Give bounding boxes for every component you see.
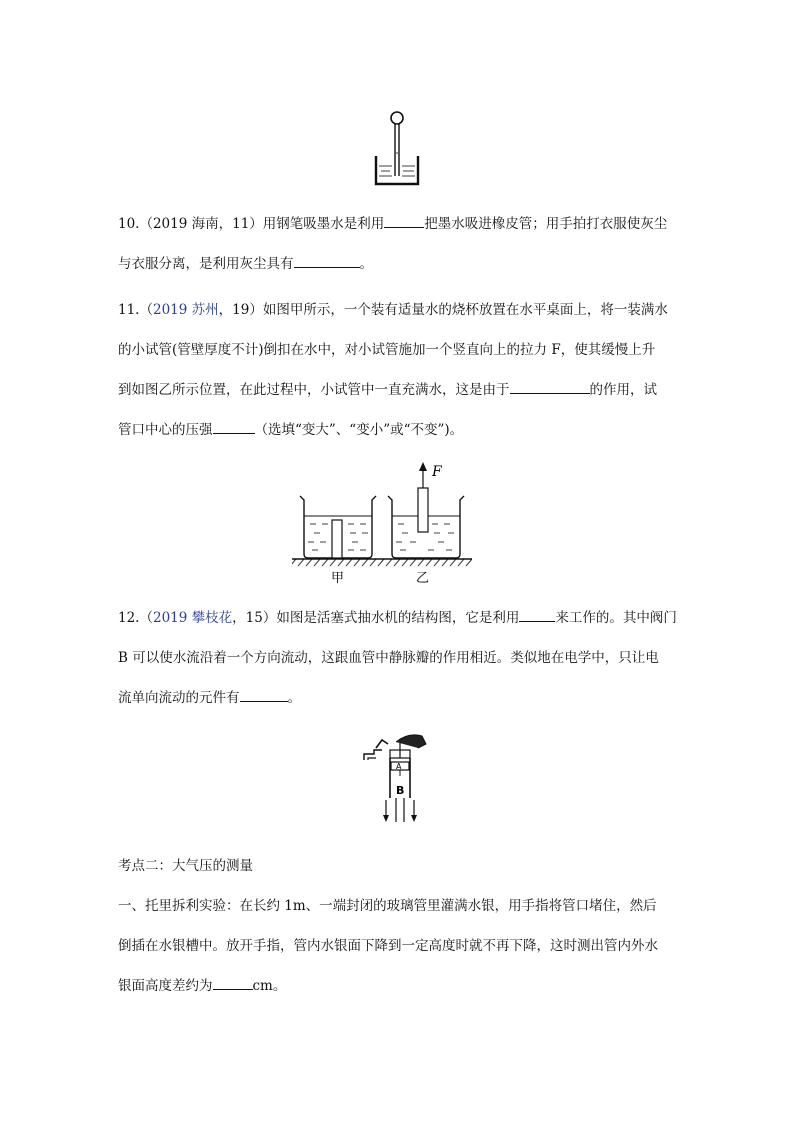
question-11 xyxy=(118,290,678,450)
beaker-jia xyxy=(300,496,376,558)
q12-line-1: 12.（2019 攀枝花，15）如图是活塞式抽水机的结构图，它是利用 来工作的。其中阀门 xyxy=(118,598,678,638)
question-12 xyxy=(118,598,678,718)
figure-tube-in-trough xyxy=(370,108,426,188)
force-label: F xyxy=(432,464,442,480)
section-line-3: 银面高度差约为 cm。 xyxy=(118,966,678,1006)
answer-blank xyxy=(519,607,555,622)
answer-blank xyxy=(213,419,255,434)
q11-line-3: 到如图乙所示位置，在此过程中，小试管中一直充满水，这是由于 的作用，试 xyxy=(118,370,678,410)
q11-line-2: 的小试管(管壁厚度不计)倒扣在水中，对小试管施加一个竖直向上的拉力 F，使其缓慢上升 xyxy=(118,342,656,358)
q10-line-2: 与衣服分离，是利用灰尘具有 。 xyxy=(118,244,678,284)
label-jia: 甲 xyxy=(331,571,345,586)
arrow-down-icon xyxy=(411,815,417,822)
question-10 xyxy=(118,204,678,284)
answer-blank xyxy=(510,379,590,394)
force-arrow-icon xyxy=(419,462,427,471)
q11-line-4: 管口中心的压强 （选填“变大”、“变小”或“不变”)。 xyxy=(118,410,678,450)
answer-blank xyxy=(294,253,360,268)
q11-source: 2019 苏州 xyxy=(152,302,219,318)
beaker-yi xyxy=(388,462,464,558)
q10-line-1: 10.（2019 海南，11）用钢笔吸墨水是利用 把墨水吸进橡皮管；用手拍打衣服使灰尘 xyxy=(118,204,678,244)
q12-source: 2019 攀枝花 xyxy=(152,610,233,626)
answer-blank xyxy=(213,975,253,990)
section-line-1: 一、托里拆利实验：在长约 1m、一端封闭的玻璃管里灌满水银，用手指将管口堵住，然后 xyxy=(118,898,657,914)
arrow-down-icon xyxy=(383,815,389,822)
figure-piston-pump xyxy=(360,728,434,824)
valve-a-label: A xyxy=(396,762,402,771)
section-heading: 考点二：大气压的测量 xyxy=(118,858,253,874)
figure-two-beakers xyxy=(292,458,472,586)
q12-line-2: B 可以使水流沿着一个方向流动，这跟血管中静脉瓣的作用相近。类似地在电学中，只让电 xyxy=(118,650,659,666)
section-line-2: 倒插在水银槽中。放开手指，管内水银面下降到一定高度时就不再下降，这时测出管内外水 xyxy=(118,938,658,954)
label-yi: 乙 xyxy=(416,571,430,586)
answer-blank xyxy=(240,687,288,702)
section-atmospheric-pressure xyxy=(118,846,678,1006)
q12-line-3: 流单向流动的元件有 。 xyxy=(118,678,678,718)
valve-b-label: B xyxy=(396,784,405,797)
q11-line-1: 11.（2019 苏州，19）如图甲所示，一个装有适量水的烧杯放置在水平桌面上，将一装满水 xyxy=(118,302,668,318)
answer-blank xyxy=(384,213,424,228)
